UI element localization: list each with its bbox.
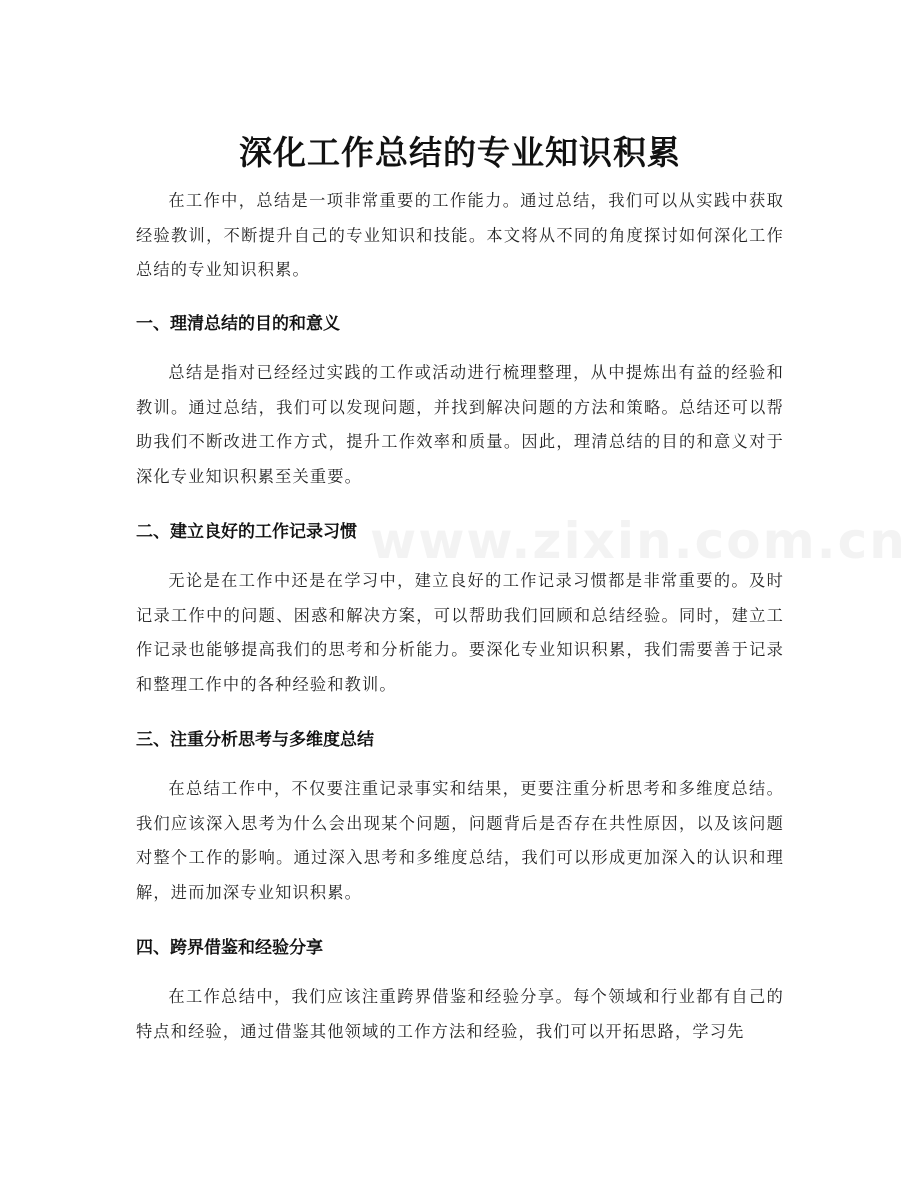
section-body-2: 无论是在工作中还是在学习中，建立良好的工作记录习惯都是非常重要的。及时记录工作中的问题、困惑和解决方案，可以帮助我们回顾和总结经验。同时，建立工作记录也能够提高我们的思考和分析能力。要深化专业知识积累，我们需要善于记录和整理工作中的各种经验和教训。 xyxy=(136,571,784,694)
intro-paragraph: 在工作中，总结是一项非常重要的工作能力。通过总结，我们可以从实践中获取经验教训，不断提升自己的专业知识和技能。本文将从不同的角度探讨如何深化工作总结的专业知识积累。 xyxy=(136,191,784,279)
section-body-1: 总结是指对已经经过实践的工作或活动进行梳理整理，从中提炼出有益的经验和教训。通过总结，我们可以发现问题，并找到解决问题的方法和策略。总结还可以帮助我们不断改进工作方式，提升工作效率和质量。因此，理清总结的目的和意义对于深化专业知识积累至关重要。 xyxy=(136,363,784,486)
section-body-4: 在工作总结中，我们应该注重跨界借鉴和经验分享。每个领域和行业都有自己的特点和经验，通过借鉴其他领域的工作方法和经验，我们可以开拓思路，学习先 xyxy=(136,987,784,1041)
document-title: 深化工作总结的专业知识积累 xyxy=(239,133,681,173)
section-heading-4: 四、跨界借鉴和经验分享 xyxy=(136,938,323,958)
watermark: www.zixin.com.cn xyxy=(370,512,907,570)
section-body-3: 在总结工作中，不仅要注重记录事实和结果，更要注重分析思考和多维度总结。我们应该深入思考为什么会出现某个问题，问题背后是否存在共性原因，以及该问题对整个工作的影响。通过深入思考和多维度总结，我们可以形成更加深入的认识和理解，进而加深专业知识积累。 xyxy=(136,779,784,902)
section-heading-1: 一、理清总结的目的和意义 xyxy=(136,314,340,334)
section-heading-2: 二、建立良好的工作记录习惯 xyxy=(136,522,357,542)
section-heading-3: 三、注重分析思考与多维度总结 xyxy=(136,730,374,750)
